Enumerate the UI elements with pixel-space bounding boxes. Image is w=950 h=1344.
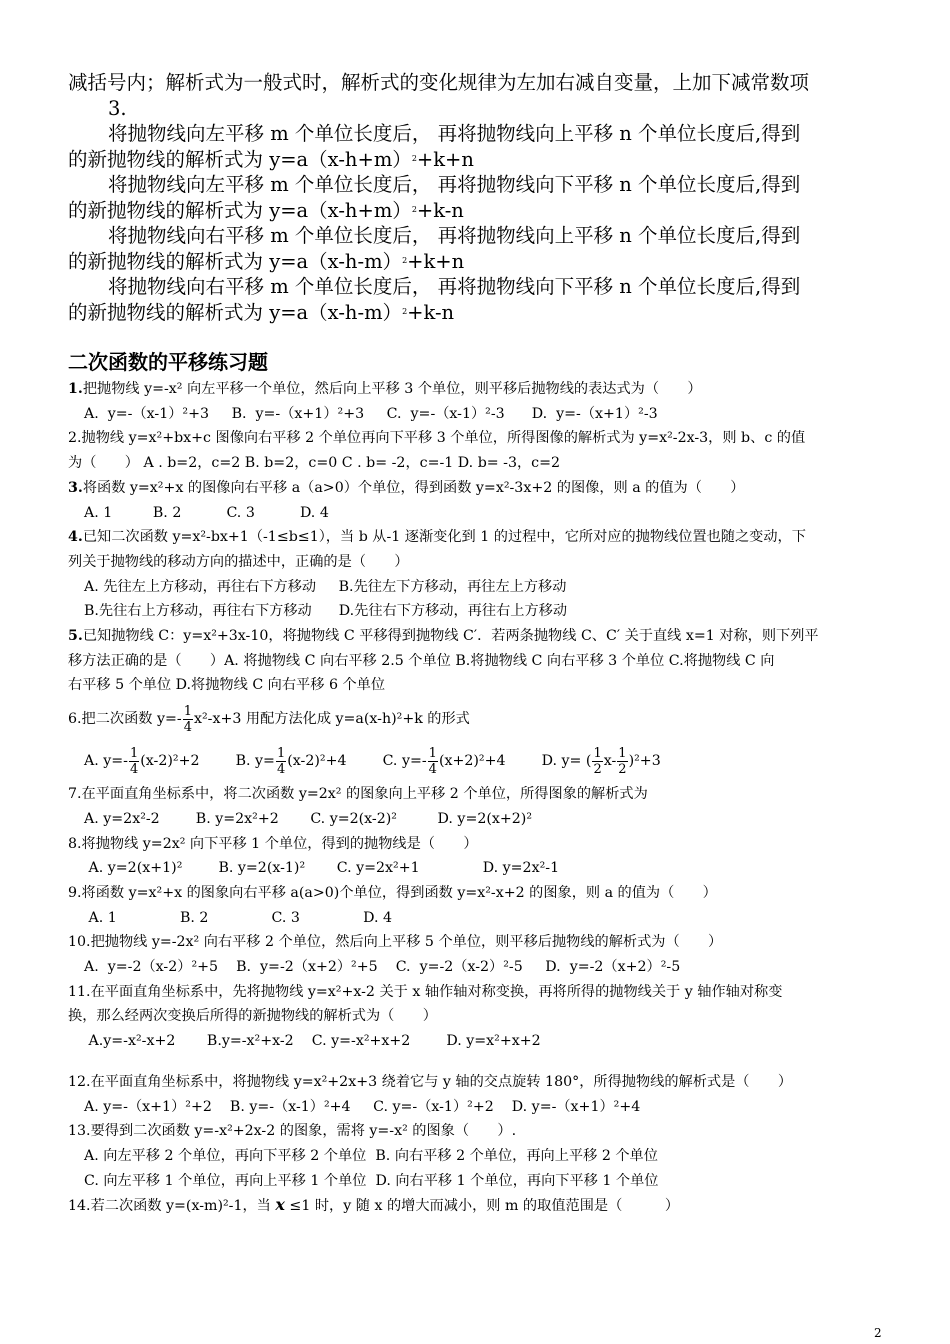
question-2-line-2: 为（ ） A . b=2，c=2 B. b=2，c=0 C . b= -2，c=-1 D. b= -3，c=2	[68, 455, 561, 472]
question-1-options: A. y=-（x-1）²+3 B. y=-（x+1）²+3 C. y=-（x-1）²-3 D. y=-（x+1）²-3	[84, 405, 658, 422]
question-9: 9.将函数 y=x²+x 的图象向右平移 a(a>0)个单位，得到函数 y=x²-x+2 的图象，则 a 的值为（ ）	[68, 884, 717, 901]
question-8: 8.将抛物线 y=2x² 向下平移 1 个单位，得到的抛物线是（ ）	[68, 835, 478, 852]
question-14: 14.若二次函数 y=(x-m)²-1，当 x ≤1 时，y 随 x 的增大而减小，则 m 的取值范围是（ ）	[68, 1195, 680, 1215]
rule-1-line-a: 将抛物线向左平移 m 个单位长度后， 再将抛物线向上平移 n 个单位长度后,得到	[108, 122, 801, 145]
rule-2-line-b: 的新抛物线的解析式为 $y=a(x-h+m)^2+k-n$	[68, 198, 464, 222]
question-9-options: A. 1 B. 2 C. 3 D. 4	[84, 909, 392, 926]
rule-3-line-b: 的新抛物线的解析式为 $y=a(x-h-m)^2+k+n$	[68, 249, 465, 273]
question-11-line-2: 换，那么经两次变换后所得的新抛物线的解析式为（ ）	[68, 1008, 437, 1025]
questions	[68, 377, 888, 1219]
question-12-options: A. y=-（x+1）²+2 B. y=-（x-1）²+4 C. y=-（x-1）²+2 D. y=-（x+1）²+4	[84, 1098, 641, 1115]
question-5-line-3: 右平移 5 个单位 D.将抛物线 C 向右平移 6 个单位	[68, 677, 386, 694]
question-3-options: A. 1 B. 2 C. 3 D. 4	[84, 504, 329, 521]
rule-2-line-a: 将抛物线向左平移 m 个单位长度后， 再将抛物线向下平移 n 个单位长度后,得到	[108, 173, 801, 196]
page-number: 2	[874, 1326, 882, 1340]
question-12: 12.在平面直角坐标系中，将抛物线 y=x²+2x+3 绕着它与 y 轴的交点旋转 180°，所得抛物线的解析式是（ ）	[68, 1073, 793, 1090]
question-3: 3.将函数 y=x²+x 的图像向右平移 a（a>0）个单位，得到函数 y=x²-3x+2 的图像，则 a 的值为（ ）	[68, 479, 745, 496]
question-11-options: A.y=-x²-x+2 B.y=-x²+x-2 C. y=-x²+x+2 D. y=x²+x+2	[84, 1033, 541, 1050]
question-4-line-1: 4.已知二次函数 y=x²-bx+1（-1≤b≤1），当 b 从-1 逐渐变化到 1 的过程中，它所对应的抛物线位置也随之变动，下	[68, 529, 806, 546]
question-7: 7.在平面直角坐标系中，将二次函数 y=2x² 的图象向上平移 2 个单位，所得图象的解析式为	[68, 786, 648, 803]
intro-number: 3.	[108, 96, 127, 120]
question-4-line-2: 列关于抛物线的移动方向的描述中，正确的是（ ）	[68, 553, 409, 570]
question-1: 1.把抛物线 y=-x² 向左平移一个单位，然后向上平移 3 个单位，则平移后抛物线的表达式为（ ）	[68, 381, 702, 397]
question-11-line-1: 11.在平面直角坐标系中，先将抛物线 y=x²+x-2 关于 x 轴作轴对称变换，再将所得的抛物线关于 y 轴作轴对称变	[68, 983, 783, 1000]
intro-line: 减括号内；解析式为一般式时，解析式的变化规律为左加右减自变量，上加下减常数项	[68, 71, 810, 94]
question-13-options-a: A. 向左平移 2 个单位，再向下平移 2 个单位 B. 向右平移 2 个单位，再向上平移 2 个单位	[84, 1147, 658, 1164]
question-13: 13.要得到二次函数 y=-x²+2x-2 的图象，需将 y=-x² 的图象（ ）.	[68, 1123, 517, 1140]
section-title: 二次函数的平移练习题	[68, 350, 268, 374]
question-13-options-b: C. 向左平移 1 个单位，再向上平移 1 个单位 D. 向右平移 1 个单位，再向下平移 1 个单位	[84, 1172, 659, 1189]
rule-3-line-a: 将抛物线向右平移 m 个单位长度后， 再将抛物线向上平移 n 个单位长度后,得到	[108, 224, 801, 247]
question-8-options: A. y=2(x+1)² B. y=2(x-1)² C. y=2x²+1 D. y=2x²-1	[84, 860, 560, 877]
question-4-options-b: B.先往右上方移动，再往右下方移动 D.先往右下方移动，再往右上方移动	[84, 603, 568, 620]
question-7-options: A. y=2x²-2 B. y=2x²+2 C. y=2(x-2)² D. y=2(x+2)²	[84, 810, 533, 827]
intro-section	[68, 70, 888, 325]
question-5-line-2: 移方法正确的是（ ）A. 将抛物线 C 向右平移 2.5 个单位 B.将抛物线 C 向右平移 3 个单位 C.将抛物线 C 向	[68, 652, 775, 669]
question-10-options: A. y=-2（x-2）²+5 B. y=-2（x+2）²+5 C. y=-2（x-2）²-5 D. y=-2（x+2）²-5	[84, 959, 681, 976]
question-5-line-1: 5.已知抛物线 C：y=x²+3x-10，将抛物线 C 平移得到抛物线 C′．若两条抛物线 C、C′ 关于直线 x=1 对称，则下列平	[68, 628, 819, 645]
question-2-line-1: 2.抛物线 y=x²+bx+c 图像向右平移 2 个单位再向下平移 3 个单位，所得图像的解析式为 y=x²-2x-3，则 b、c 的值	[68, 430, 806, 447]
fraction-one-quarter: $\frac{1}{4}$	[183, 703, 192, 735]
question-6-options: A. y=- $\frac{1}{4}$ (x-2)²+2 B. y= $\frac{1}{4}$ (x-2)²+4 C. y=- $\frac{1}{4}$ (x+2)²+4 D. y= ( $\frac{1}{2}$ x- $\frac{1}{2}$ )²+3	[84, 745, 661, 777]
rule-4-line-b: 的新抛物线的解析式为 $y=a(x-h-m)^2+k-n$	[68, 300, 455, 324]
document-page	[68, 70, 888, 1219]
question-4-options-a: A. 先往左上方移动，再往右下方移动 B.先往左下方移动，再往左上方移动	[84, 578, 567, 595]
rule-1-line-b: 的新抛物线的解析式为 $y=a(x-h+m)^2+k+n$	[68, 147, 474, 171]
question-10: 10.把抛物线 y=-2x² 向右平移 2 个单位，然后向上平移 5 个单位，则平移后抛物线的解析式为（ ）	[68, 934, 723, 951]
question-6: 6.把二次函数 y=- $\frac{1}{4}$ x²-x+3 用配方法化成 y=a(x-h)²+k 的形式	[68, 703, 470, 735]
rule-4-line-a: 将抛物线向右平移 m 个单位长度后， 再将抛物线向下平移 n 个单位长度后,得到	[108, 275, 801, 298]
